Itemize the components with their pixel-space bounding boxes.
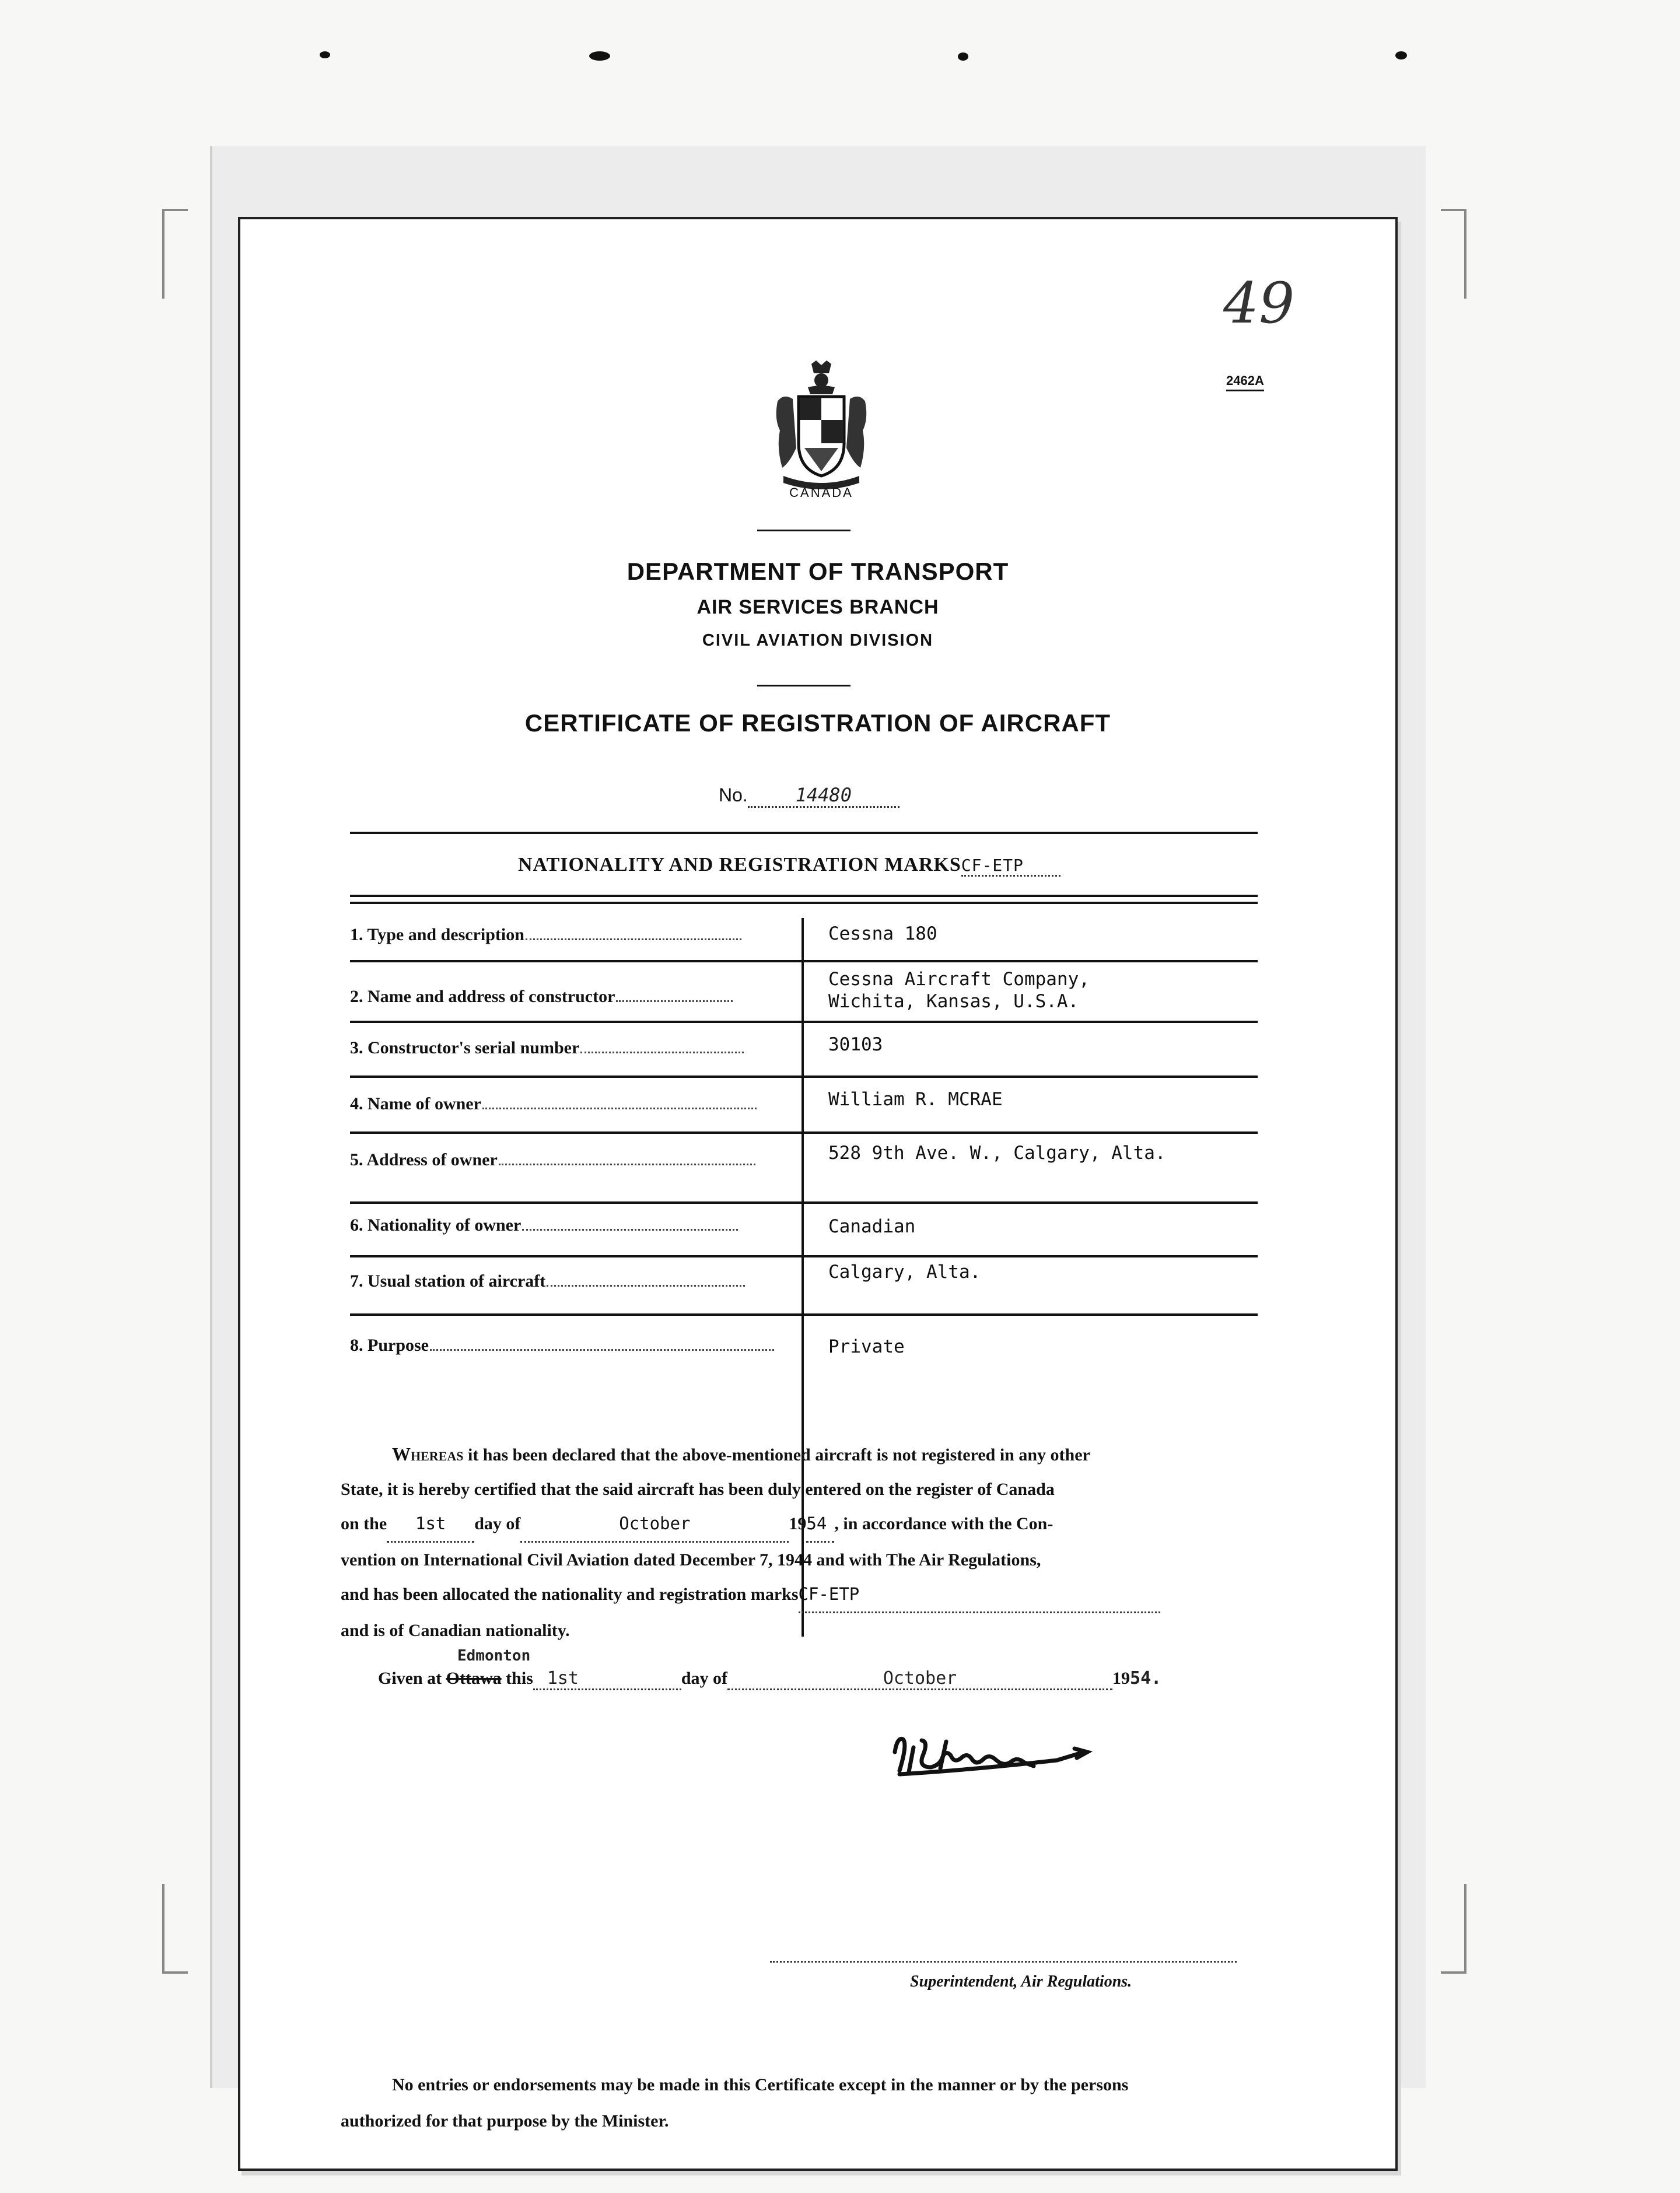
row-rule (350, 1131, 1258, 1134)
row-label: 2. Name and address of constructor (350, 987, 615, 1006)
row-label: 1. Type and description (350, 925, 524, 944)
row-value: Private (828, 1336, 905, 1357)
registration-day: 1st (387, 1507, 474, 1543)
declaration-paragraph (341, 1437, 1256, 1648)
row-rule (350, 1201, 1258, 1204)
row-label: 6. Nationality of owner (350, 1215, 522, 1235)
registration-year: 54 (806, 1507, 834, 1543)
row-label: 3. Constructor's serial number (350, 1038, 580, 1057)
form-number: 2462A (1226, 373, 1264, 391)
certificate-title: CERTIFICATE OF REGISTRATION OF AIRCRAFT (524, 709, 1111, 737)
row-value: Canadian (828, 1216, 916, 1237)
declaration-line: vention on International Civil Aviation dated December 7, 1944 and with The Air Regulations, (341, 1550, 1041, 1570)
row-label: 4. Name of owner (350, 1094, 481, 1113)
certificate-number-value: 14480 (748, 784, 900, 808)
divider-rule (757, 685, 850, 686)
row-value: Calgary, Alta. (828, 1262, 981, 1283)
certificate-number (719, 784, 900, 808)
branch-heading: AIR SERVICES BRANCH (696, 596, 939, 618)
section-rule (350, 832, 1258, 834)
crop-mark-bottom-left (162, 1884, 188, 1974)
punch-hole (589, 51, 610, 61)
superintendent-signature (882, 1707, 1115, 1794)
given-month: October (727, 1668, 1112, 1690)
given-place-value: Edmonton (457, 1647, 531, 1665)
footer-note: No entries or endorsements may be made in this Certificate except in the manner or by the persons authorized for that purpose by the Minister. (341, 2075, 1129, 2131)
row-rule (350, 1021, 1258, 1023)
nationality-marks (518, 854, 1060, 877)
row-label: 8. Purpose (350, 1336, 429, 1355)
punch-hole (1395, 51, 1407, 59)
given-line: Given at Ottawa this 1st day of October 1954. (378, 1668, 1161, 1690)
department-heading: DEPARTMENT OF TRANSPORT (626, 558, 1009, 585)
row-value: Cessna 180 (828, 923, 937, 944)
declaration-line: and has been allocated the nationality and registration marksCF-ETP (341, 1577, 1256, 1613)
row-rule (350, 1313, 1258, 1316)
folio-number: 49 (1223, 271, 1295, 336)
row-value: 30103 (828, 1034, 883, 1055)
signature-line (770, 1961, 1237, 1963)
declaration-line: and is of Canadian nationality. (341, 1621, 570, 1640)
division-heading: CIVIL AVIATION DIVISION (702, 631, 934, 650)
punch-hole (958, 52, 968, 61)
given-year: 54. (1130, 1668, 1162, 1688)
coat-of-arms-icon (766, 360, 877, 492)
row-value: William R. MCRAE (828, 1089, 1003, 1110)
certificate-number-label: No. (719, 784, 748, 805)
declaration-line: Whereas it has been declared that the above-mentioned aircraft is not registered in any other (392, 1444, 1090, 1465)
registration-marks-value: CF-ETP (799, 1577, 1160, 1613)
row-label: 7. Usual station of aircraft (350, 1271, 546, 1291)
table-top-rule (350, 895, 1258, 897)
row-label: 5. Address of owner (350, 1150, 498, 1169)
row-rule (350, 1255, 1258, 1257)
table-top-rule (350, 902, 1258, 904)
row-rule (350, 1076, 1258, 1078)
crop-mark-bottom-right (1441, 1884, 1466, 1974)
registration-month: October (520, 1507, 789, 1543)
crest-country-label: CANADA (789, 485, 853, 500)
given-day: 1st (533, 1668, 681, 1690)
declaration-line: State, it is hereby certified that the said aircraft has been duly entered on the register of Canada (341, 1480, 1055, 1499)
row-value: Cessna Aircraft Company, Wichita, Kansas, U.S.A. (828, 969, 1090, 1012)
crop-mark-top-right (1441, 209, 1466, 299)
nationality-marks-value: CF-ETP (961, 856, 1060, 877)
declaration-line: on the 1st day of October 1954 , in accordance with the Con- (341, 1507, 1256, 1543)
nationality-marks-label: NATIONALITY AND REGISTRATION MARKS (518, 854, 961, 875)
certificate-page (238, 217, 1398, 2171)
row-rule (350, 960, 1258, 962)
row-value: 528 9th Ave. W., Calgary, Alta. (828, 1143, 1166, 1164)
given-place-struck: Ottawa (446, 1669, 502, 1688)
divider-rule (757, 530, 850, 531)
crop-mark-top-left (162, 209, 188, 299)
punch-hole (320, 51, 330, 58)
signature-title: Superintendent, Air Regulations. (910, 1973, 1132, 1991)
